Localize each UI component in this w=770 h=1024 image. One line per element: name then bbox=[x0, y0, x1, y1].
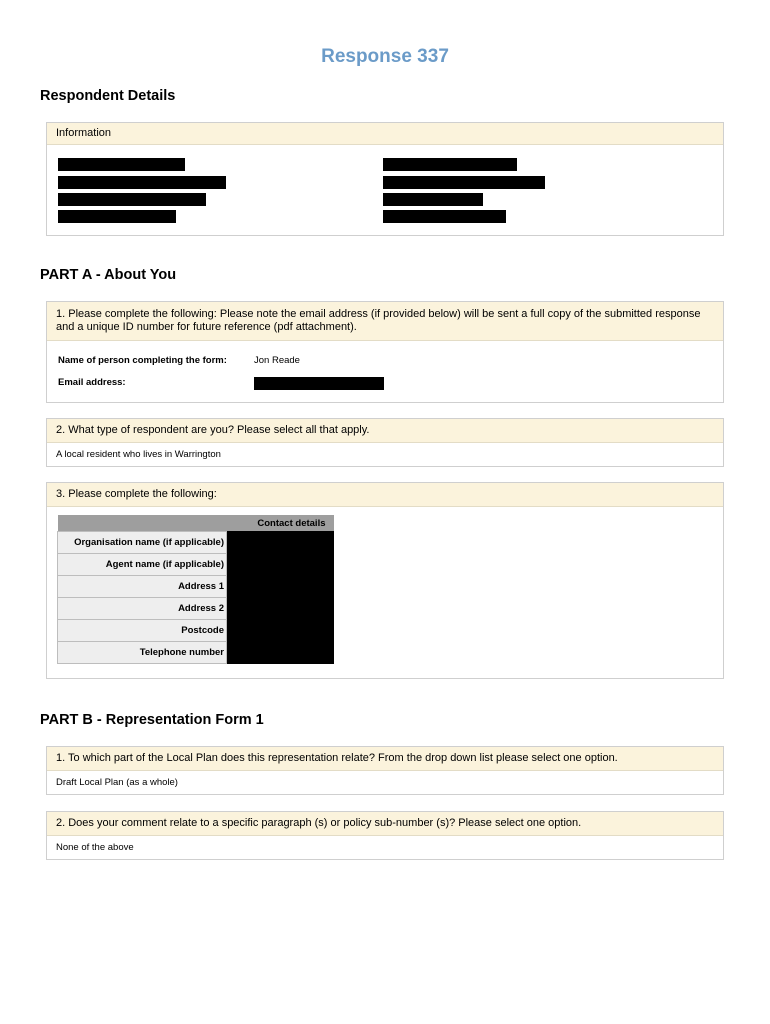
redacted-block bbox=[383, 193, 483, 206]
question-text: 1. To which part of the Local Plan does this representation relate? From the drop down list please select one option. bbox=[47, 747, 723, 771]
table-header: Contact details bbox=[58, 515, 334, 532]
information-panel-body bbox=[47, 145, 723, 241]
document-title: Response 337 bbox=[321, 46, 449, 67]
row-label: Postcode bbox=[58, 620, 227, 642]
redacted-block bbox=[58, 158, 185, 171]
redacted-email bbox=[254, 377, 384, 390]
redacted-value bbox=[227, 620, 334, 642]
table-row bbox=[58, 620, 334, 642]
redacted-value bbox=[227, 576, 334, 598]
question-text: 2. Does your comment relate to a specific paragraph (s) or policy sub-number (s)? Please select one option. bbox=[47, 812, 723, 836]
row-label: Address 2 bbox=[58, 598, 227, 620]
redacted-block bbox=[383, 158, 517, 171]
table-header-row bbox=[58, 515, 334, 532]
table-row bbox=[58, 576, 334, 598]
redacted-block bbox=[58, 193, 206, 206]
part-a-question-1 bbox=[46, 301, 724, 403]
redacted-block bbox=[58, 176, 226, 189]
question-answer-area bbox=[47, 341, 723, 407]
name-label: Name of person completing the form: bbox=[58, 355, 227, 366]
name-value: Jon Reade bbox=[254, 355, 300, 366]
table-row bbox=[58, 598, 334, 620]
answer-text: A local resident who lives in Warrington bbox=[56, 449, 221, 460]
part-b-heading: PART B - Representation Form 1 bbox=[40, 712, 264, 728]
question-text: 1. Please complete the following: Please note the email address (if provided below) will be sent a full copy of the submitted response and a unique ID number for future reference (pdf attachment). bbox=[47, 302, 723, 341]
row-label: Organisation name (if applicable) bbox=[58, 532, 227, 554]
contact-details-area bbox=[47, 507, 723, 667]
question-text: 2. What type of respondent are you? Please select all that apply. bbox=[47, 419, 723, 443]
contact-details-table bbox=[57, 515, 334, 664]
redacted-block bbox=[383, 210, 506, 223]
part-a-question-2 bbox=[46, 418, 724, 467]
redacted-value bbox=[227, 532, 334, 554]
email-label: Email address: bbox=[58, 377, 126, 388]
redacted-block bbox=[383, 176, 545, 189]
table-row bbox=[58, 642, 334, 664]
answer-text: Draft Local Plan (as a whole) bbox=[56, 777, 178, 788]
redacted-block bbox=[58, 210, 176, 223]
part-a-question-3 bbox=[46, 482, 724, 679]
information-panel bbox=[46, 122, 724, 236]
row-label: Address 1 bbox=[58, 576, 227, 598]
row-label: Telephone number bbox=[58, 642, 227, 664]
redacted-value bbox=[227, 642, 334, 664]
information-panel-title: Information bbox=[47, 123, 723, 145]
redacted-value bbox=[227, 554, 334, 576]
respondent-details-heading: Respondent Details bbox=[40, 88, 176, 104]
part-a-heading: PART A - About You bbox=[40, 267, 177, 283]
answer-text: None of the above bbox=[56, 842, 134, 853]
part-b-question-2 bbox=[46, 811, 724, 860]
table-row bbox=[58, 554, 334, 576]
redacted-value bbox=[227, 598, 334, 620]
part-b-question-1 bbox=[46, 746, 724, 795]
table-row bbox=[58, 532, 334, 554]
row-label: Agent name (if applicable) bbox=[58, 554, 227, 576]
question-text: 3. Please complete the following: bbox=[47, 483, 723, 507]
